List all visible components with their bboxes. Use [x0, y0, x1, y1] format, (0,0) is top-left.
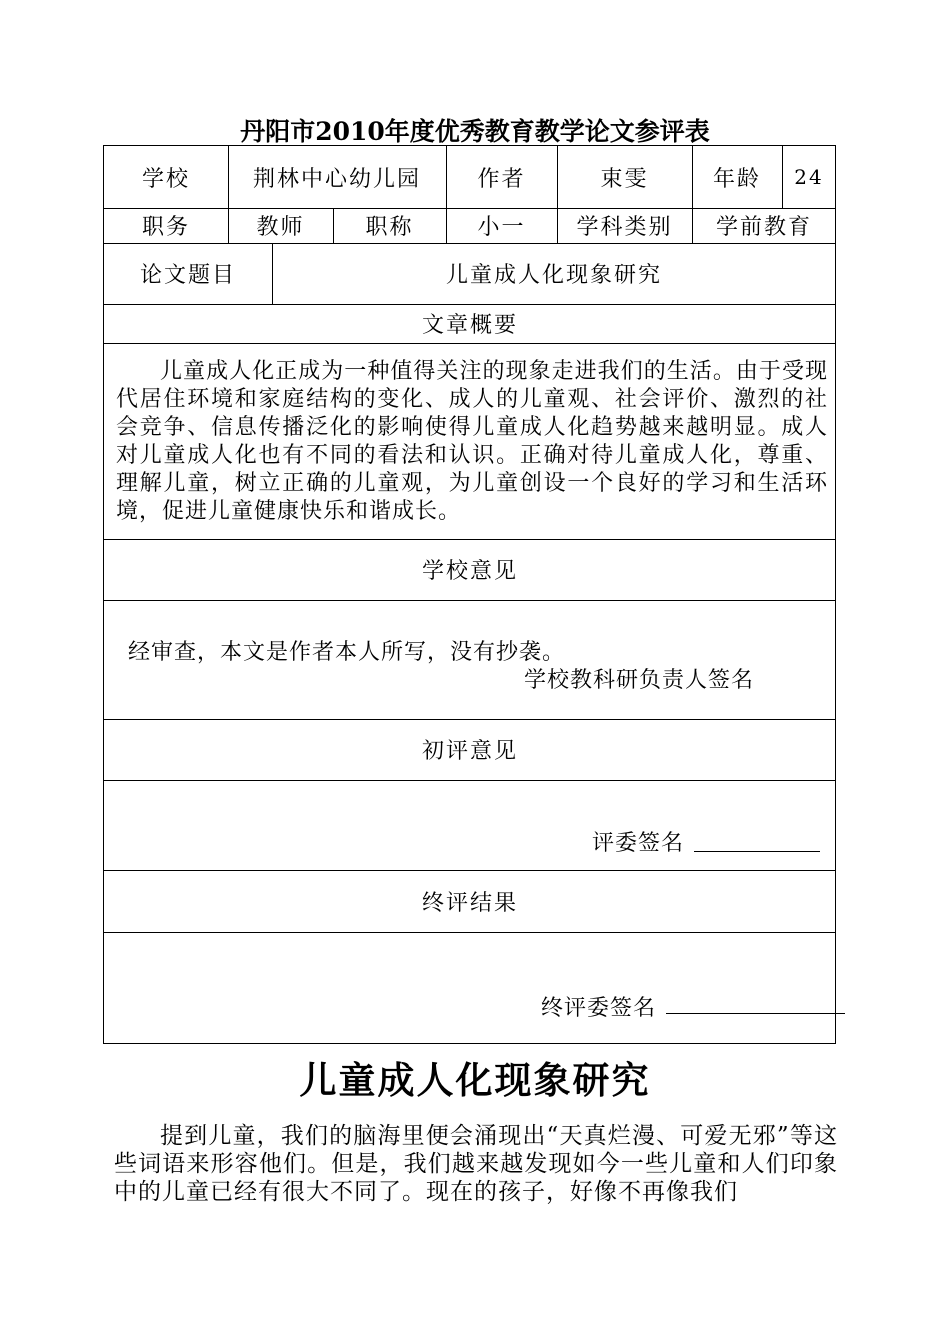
evaluation-form-table: [103, 145, 836, 1044]
row-divider: [104, 600, 835, 601]
row-divider: [104, 343, 835, 344]
row-divider: [104, 932, 835, 933]
age-label: 年龄: [712, 166, 761, 192]
final-signature-line[interactable]: [666, 1013, 845, 1014]
rank-value: 小一: [477, 215, 526, 240]
school-label: 学校: [141, 166, 190, 192]
school-signature-label: 学校教科研负责人签名: [524, 668, 755, 693]
author-label: 作者: [477, 166, 526, 192]
topic-value: 儿童成人化现象研究: [445, 263, 662, 288]
author-value: 束雯: [600, 166, 649, 192]
summary-label: 文章概要: [421, 313, 518, 338]
school-opinion-text: 经审查，本文是作者本人所写，没有抄袭。: [128, 640, 566, 665]
row-divider: [104, 780, 835, 781]
duty-value: 教师: [256, 215, 305, 240]
paper-title: 儿童成人化现象研究: [299, 1058, 651, 1102]
school-opinion-label: 学校意见: [421, 559, 518, 584]
judge-signature-label: 评委签名: [592, 831, 685, 856]
form-title: 丹阳市2010年度优秀教育教学论文参评表: [240, 117, 710, 146]
subject-value: 学前教育: [715, 215, 812, 240]
final-result-label: 终评结果: [421, 890, 518, 916]
summary-text: 儿童成人化正成为一种值得关注的现象走进我们的生活。由于受现代居住环境和家庭结构的变化、成人的儿童观、社会评价、激烈的社会竞争、信息传播泛化的影响使得儿童成人化趋势越来越明显。成人对儿童成人化也有不同的看法和认识。正确对待儿童成人化，尊重、理解儿童，树立正确的儿童观，为儿童创设一个良好的学习和生活环境，促进儿童健康快乐和谐成长。: [116, 359, 828, 524]
topic-label: 论文题目: [139, 263, 236, 288]
judge-signature-line[interactable]: [694, 851, 820, 852]
duty-label: 职务: [141, 215, 190, 240]
final-signature-label: 终评委签名: [541, 996, 657, 1021]
school-value: 荆林中心幼儿园: [252, 166, 421, 192]
initial-review-label: 初评意见: [421, 739, 518, 764]
age-value: 24: [794, 165, 824, 189]
subject-label: 学科类别: [576, 215, 673, 240]
paper-body: 提到儿童，我们的脑海里便会涌现出“天真烂漫、可爱无邪”等这些词语来形容他们。但是，我们越来越发现如今一些儿童和人们印象中的儿童已经有很大不同了。现在的孩子，好像不再像我们: [114, 1123, 838, 1205]
rank-label: 职称: [365, 215, 414, 240]
